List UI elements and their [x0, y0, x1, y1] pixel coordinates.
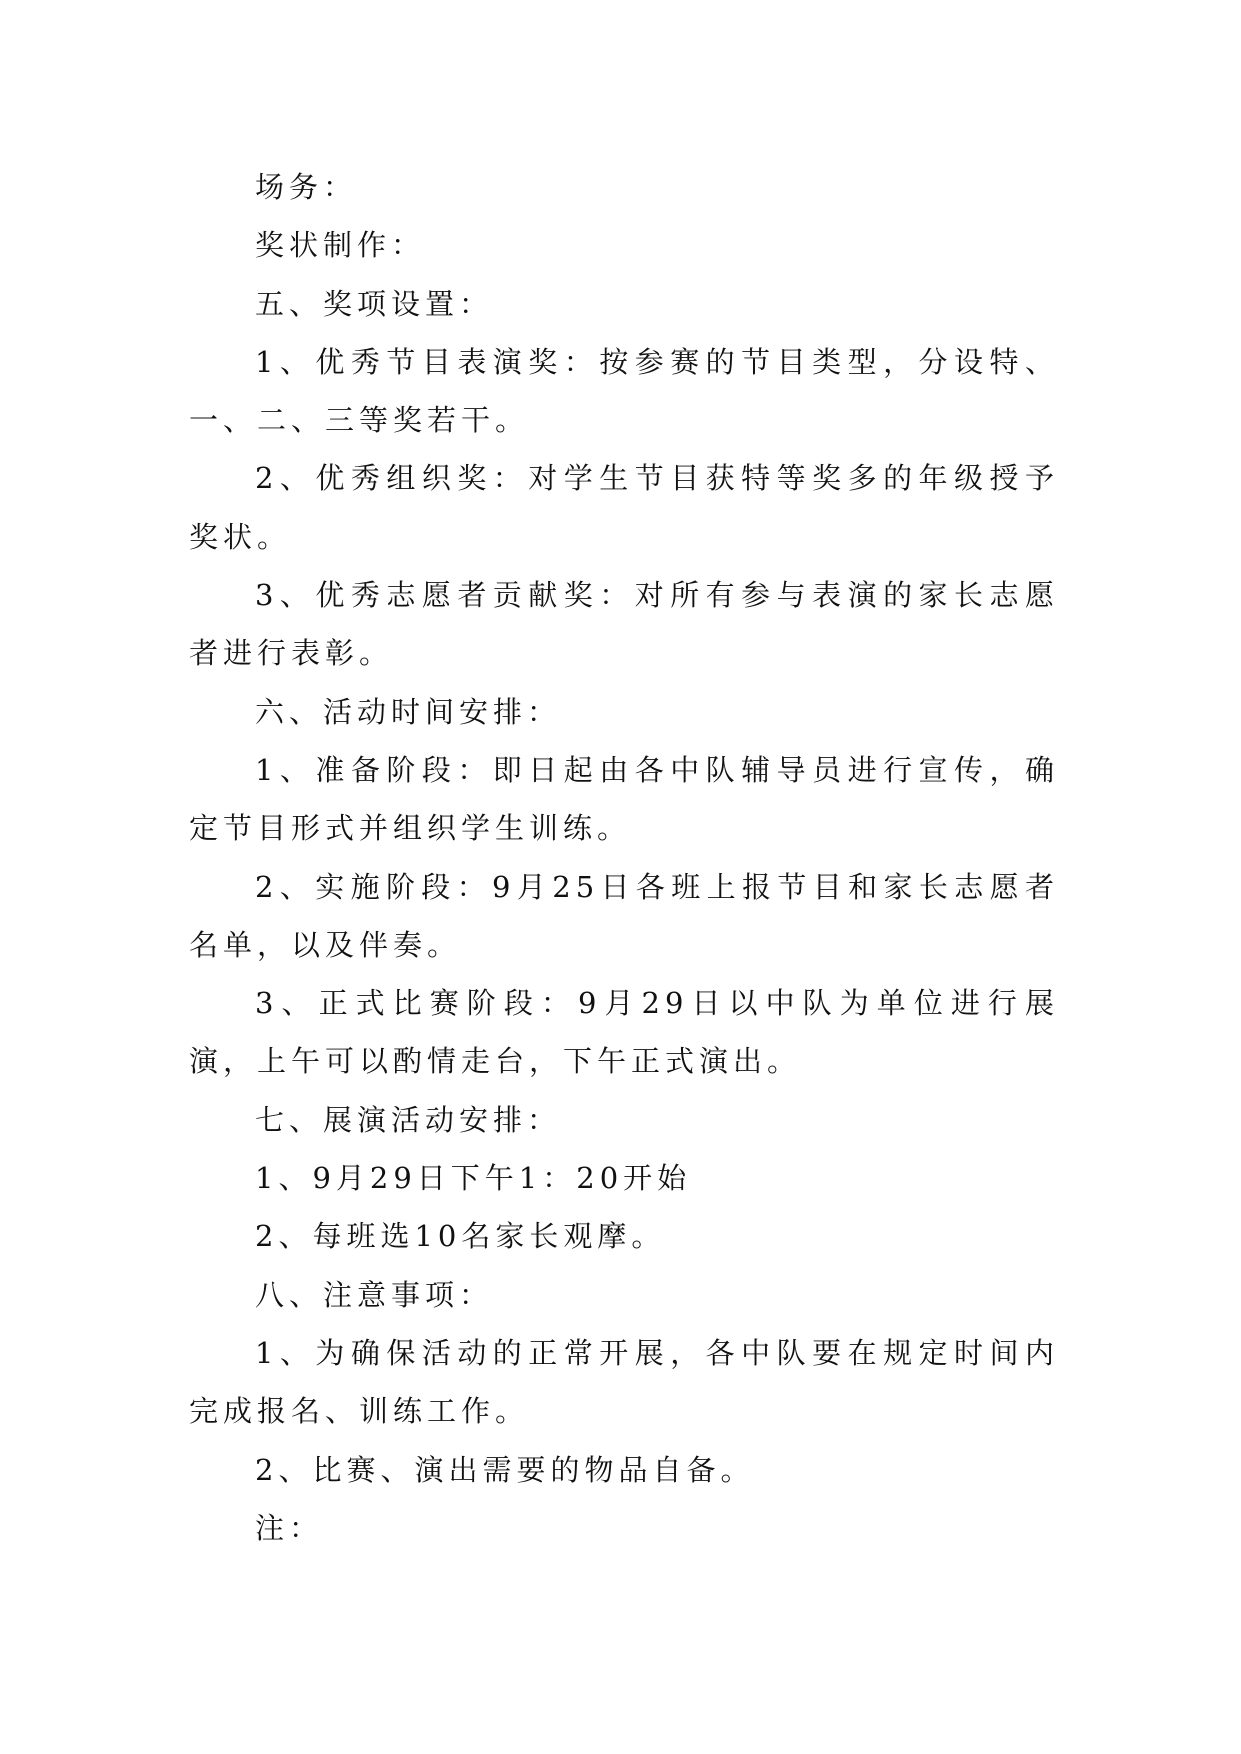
paragraph-note-supplies: 2、比赛、演出需要的物品自备。	[255, 1452, 755, 1487]
paragraph-venue-affairs: 场务：	[255, 170, 358, 204]
paragraph-remark: 注：	[255, 1510, 324, 1545]
paragraph-implementation-stage: 2、实施阶段：9月25日各班上报节目和家长志愿者名单，以及伴奏。	[189, 869, 1059, 962]
paragraph-parent-observers: 2、每班选10名家长观摩。	[255, 1219, 666, 1254]
section-heading-notes: 八、注意事项：	[255, 1277, 494, 1312]
section-heading-show-arrangement: 七、展演活动安排：	[255, 1102, 562, 1137]
paragraph-note-registration: 1、为确保活动的正常开展，各中队要在规定时间内完成报名、训练工作。	[189, 1335, 1059, 1429]
paragraph-preparation-stage: 1、准备阶段：即日起由各中队辅导员进行宣传，确定节目形式并组织学生训练。	[189, 752, 1059, 846]
section-heading-awards: 五、奖项设置：	[255, 286, 494, 321]
paragraph-competition-stage: 3、正式比赛阶段：9月29日以中队为单位进行展演，上午可以酌情走台，下午正式演出。	[189, 986, 1059, 1079]
paragraph-award-performance: 1、优秀节目表演奖：按参赛的节目类型，分设特、一、二、三等奖若干。	[189, 344, 1059, 438]
paragraph-show-start-time: 1、9月29日下午1：20开始	[255, 1161, 692, 1196]
paragraph-certificate-making: 奖状制作：	[255, 228, 426, 263]
paragraph-award-organization: 2、优秀组织奖：对学生节目获特等奖多的年级授予奖状。	[189, 461, 1059, 554]
section-heading-schedule: 六、活动时间安排：	[255, 694, 562, 729]
document-body	[189, 158, 1059, 1557]
paragraph-award-volunteer: 3、优秀志愿者贡献奖：对所有参与表演的家长志愿者进行表彰。	[189, 578, 1059, 671]
